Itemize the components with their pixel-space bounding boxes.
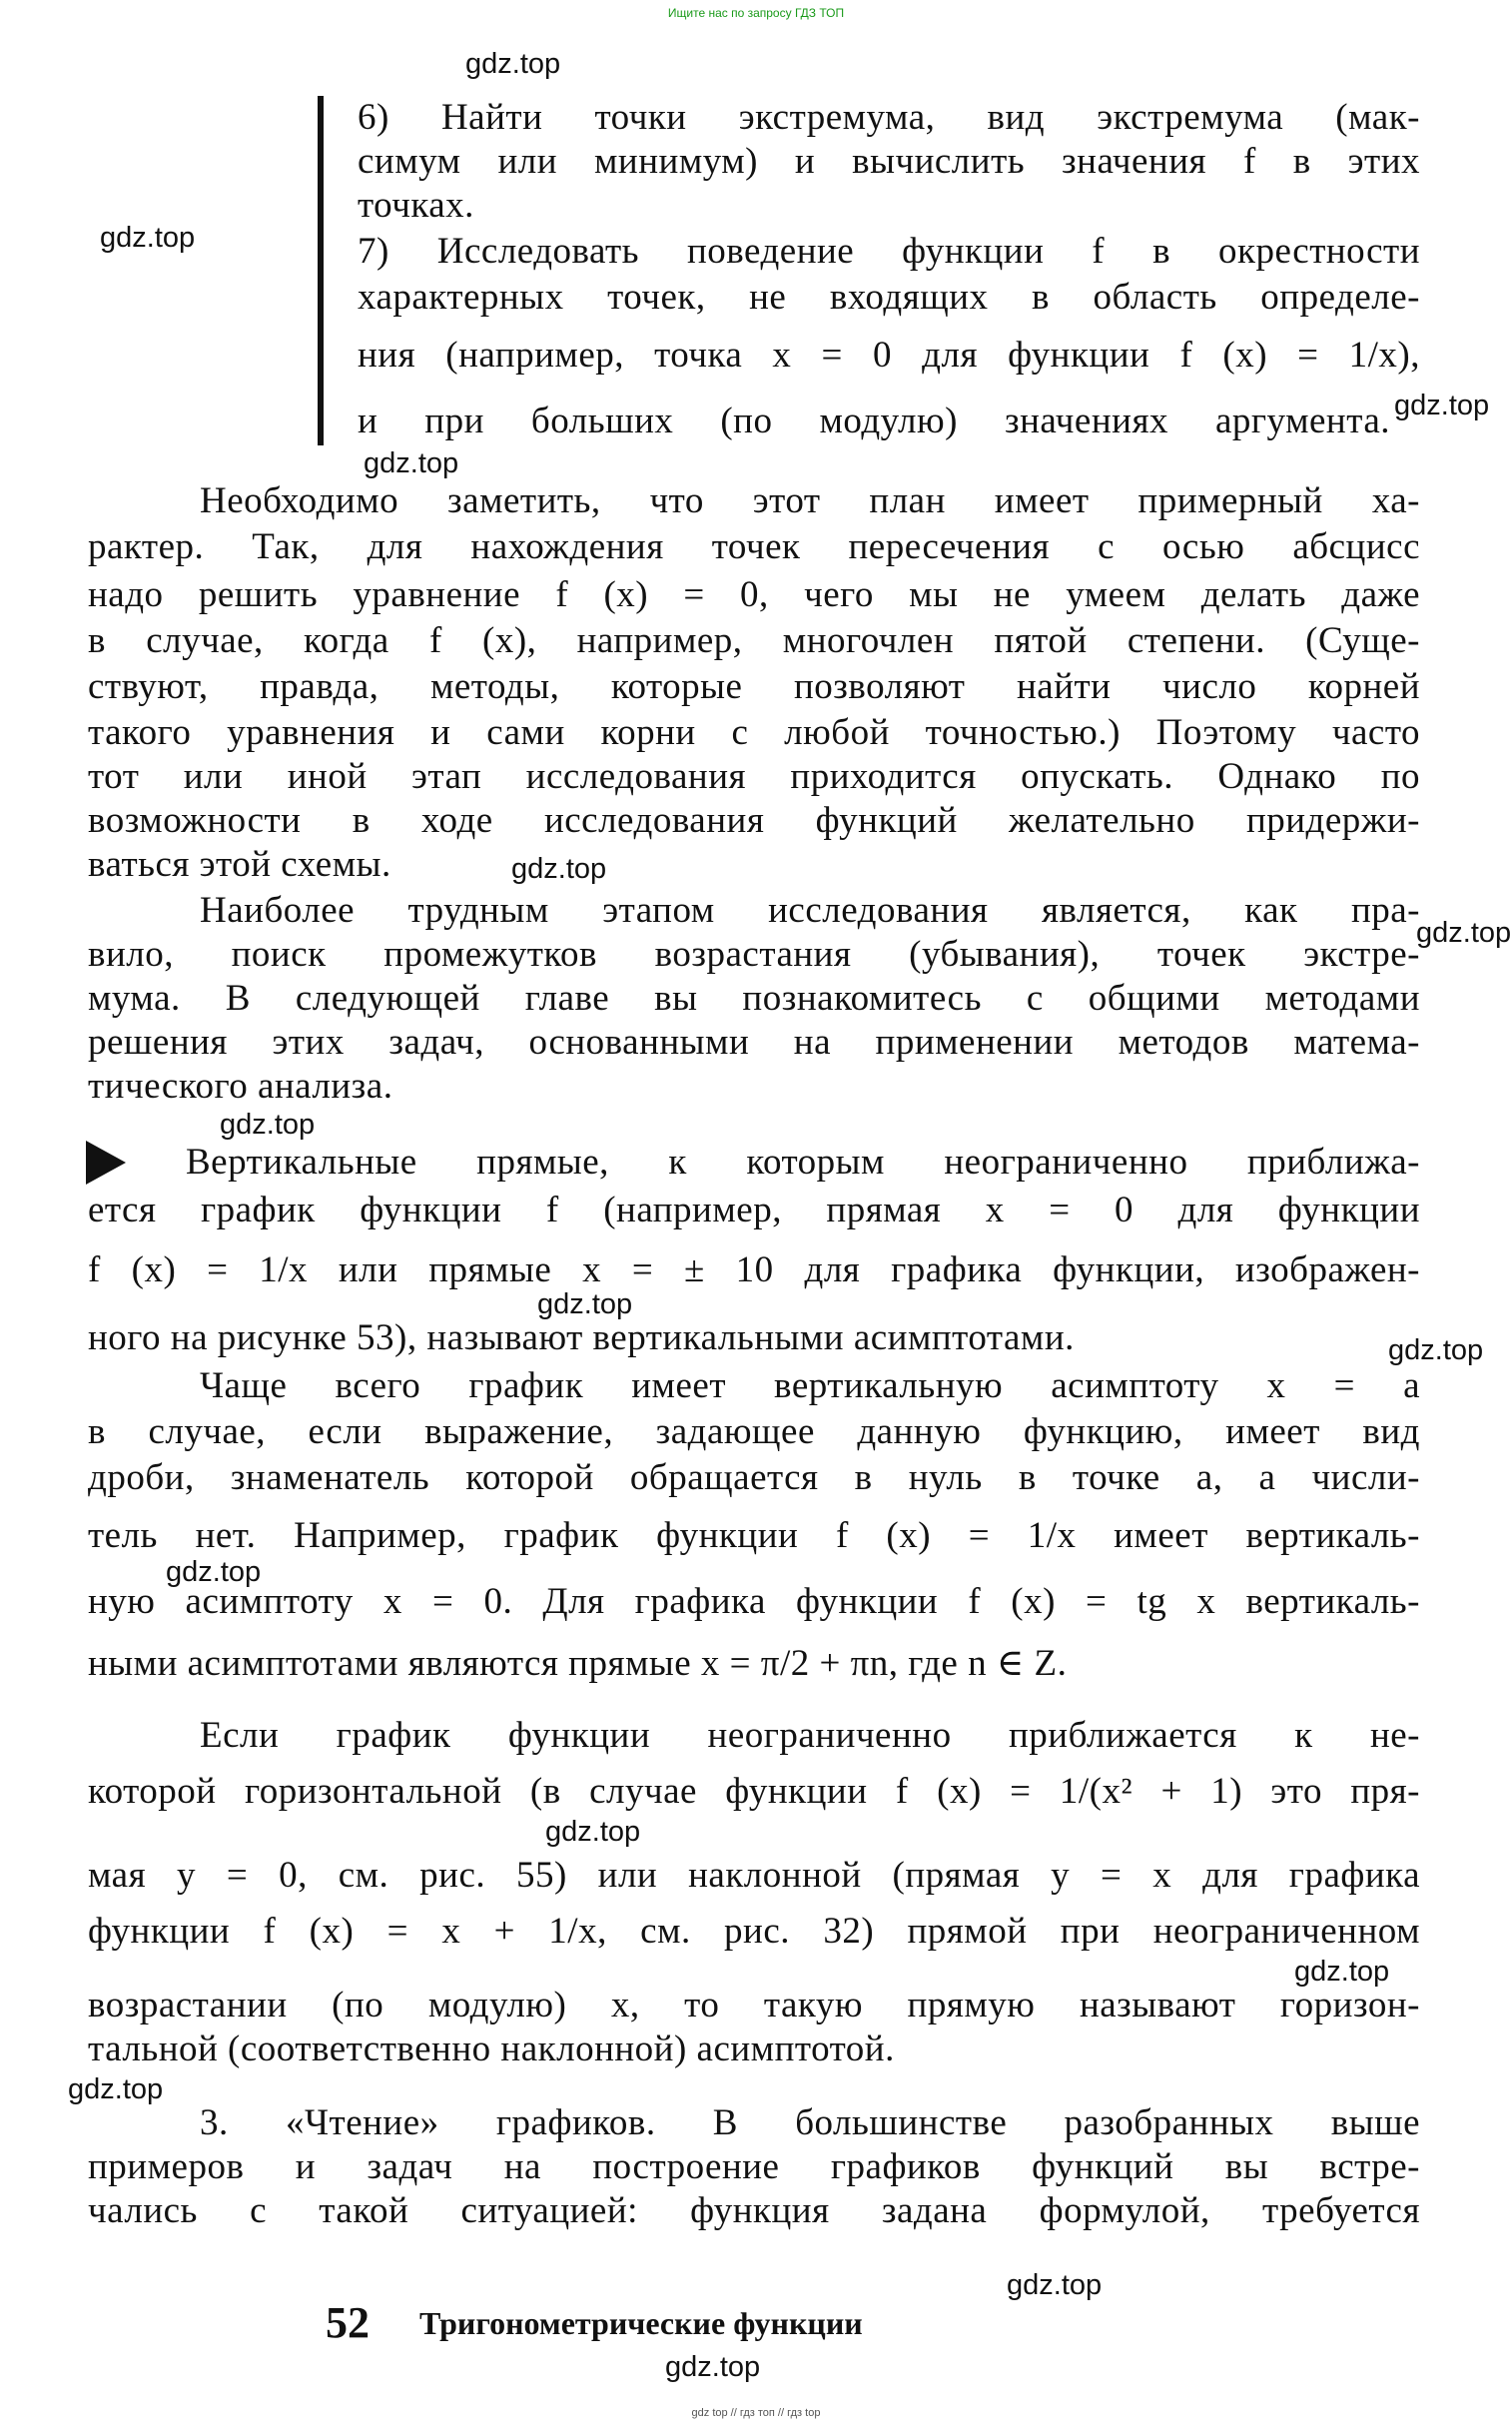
text-line: в случае, если выражение, задающее данную функцию, имеет вид — [88, 1411, 1420, 1452]
text-line: ными асимптотами являются прямые x = π/2 + πn, где n ∈ Z. — [88, 1643, 1068, 1684]
text-line: которой горизонтальной (в случае функции f (x) = 1/(x² + 1) это пря- — [88, 1771, 1420, 1812]
text-line: ную асимптоту x = 0. Для графика функции f (x) = tg x вертикаль- — [88, 1581, 1420, 1622]
watermark: gdz.top — [166, 1556, 262, 1588]
watermark: gdz.top — [665, 2351, 761, 2383]
text-line: примеров и задач на построение графиков функций вы встре- — [88, 2146, 1420, 2187]
watermark: gdz.top — [1294, 1956, 1390, 1988]
text-line: надо решить уравнение f (x) = 0, чего мы не умеем делать даже — [88, 574, 1420, 615]
text-line: возможности в ходе исследования функций желательно придержи- — [88, 800, 1420, 841]
text-line: Вертикальные прямые, к которым неограниченно приближа- — [186, 1142, 1420, 1183]
text-line: возрастании (по модулю) x, то такую прямую называют горизон- — [88, 1985, 1420, 2026]
text-line: Если график функции неограниченно приближается к не- — [200, 1715, 1420, 1756]
text-line: 6) Найти точки экстремума, вид экстремума (мак- — [358, 97, 1420, 138]
text-line: в случае, когда f (x), например, многочлен пятой степени. (Суще- — [88, 620, 1420, 661]
text-line: и при больших (по модулю) значениях аргумента. — [358, 401, 1390, 441]
text-line: симум или минимум) и вычислить значения f в этих — [358, 141, 1420, 182]
text-line: рактер. Так, для нахождения точек пересечения с осью абсцисс — [88, 526, 1420, 567]
watermark: gdz.top — [1416, 917, 1512, 949]
text-line: 3. «Чтение» графиков. В большинстве разобранных выше — [200, 2102, 1420, 2143]
text-line: тальной (соответственно наклонной) асимптотой. — [88, 2029, 895, 2069]
text-line: мая y = 0, см. рис. 55) или наклонной (прямая y = x для графика — [88, 1855, 1420, 1896]
text-line: такого уравнения и сами корни с любой точностью.) Поэтому часто — [88, 712, 1420, 753]
watermark: gdz.top — [1394, 390, 1490, 421]
text-line: чались с такой ситуацией: функция задана формулой, требуется — [88, 2190, 1420, 2231]
text-line: ного на рисунке 53), называют вертикальными асимптотами. — [88, 1317, 1075, 1358]
text-line: ния (например, точка x = 0 для функции f (x) = 1/x), — [358, 335, 1420, 376]
text-line: Чаще всего график имеет вертикальную асимптоту x = a — [200, 1365, 1420, 1406]
text-line: характерных точек, не входящих в область определе- — [358, 277, 1420, 318]
text-line: решения этих задач, основанными на применении методов матема- — [88, 1022, 1420, 1063]
text-line: ется график функции f (например, прямая x = 0 для функции — [88, 1190, 1420, 1230]
text-line: мума. В следующей главе вы познакомитесь с общими методами — [88, 978, 1420, 1019]
text-line: тель нет. Например, график функции f (x) = 1/x имеет вертикаль- — [88, 1515, 1420, 1556]
watermark: gdz.top — [100, 222, 196, 254]
text-line: тического анализа. — [88, 1066, 393, 1107]
watermark: gdz.top — [537, 1288, 633, 1320]
text-line: тот или иной этап исследования приходится опускать. Однако по — [88, 756, 1420, 797]
page-number: 52 — [326, 2298, 370, 2347]
text-line: вило, поиск промежутков возрастания (убывания), точек экстре- — [88, 934, 1420, 975]
header-note: Ищите нас по запросу ГДЗ ТОП — [667, 6, 845, 20]
watermark: gdz.top — [1388, 1334, 1484, 1366]
section-title: Тригонометрические функции — [419, 2305, 863, 2341]
text-line: точках. — [358, 185, 474, 226]
watermark: gdz.top — [511, 853, 607, 885]
watermark: gdz.top — [364, 447, 459, 479]
watermark: gdz.top — [68, 2073, 164, 2105]
text-line: ствуют, правда, методы, которые позволяют найти число корней — [88, 666, 1420, 707]
text-line: дроби, знаменатель которой обращается в нуль в точке a, а числи- — [88, 1457, 1420, 1498]
definition-marker-icon — [86, 1141, 126, 1185]
watermark: gdz.top — [545, 1816, 641, 1848]
text-line: функции f (x) = x + 1/x, см. рис. 32) прямой при неограниченном — [88, 1911, 1420, 1952]
text-line: Наиболее трудным этапом исследования является, как пра- — [200, 890, 1420, 931]
text-line: 7) Исследовать поведение функции f в окрестности — [358, 231, 1420, 272]
text-line: ваться этой схемы. — [88, 844, 391, 885]
text-line: Необходимо заметить, что этот план имеет примерный ха- — [200, 480, 1420, 521]
watermark: gdz.top — [220, 1109, 316, 1141]
watermark: gdz.top — [465, 48, 561, 80]
watermark: gdz.top — [1007, 2269, 1103, 2301]
footer-note: gdz top // гдз топ // гдз top — [691, 2407, 821, 2419]
text-line: f (x) = 1/x или прямые x = ± 10 для графика функции, изображен- — [88, 1249, 1420, 1290]
margin-bar — [318, 96, 324, 445]
